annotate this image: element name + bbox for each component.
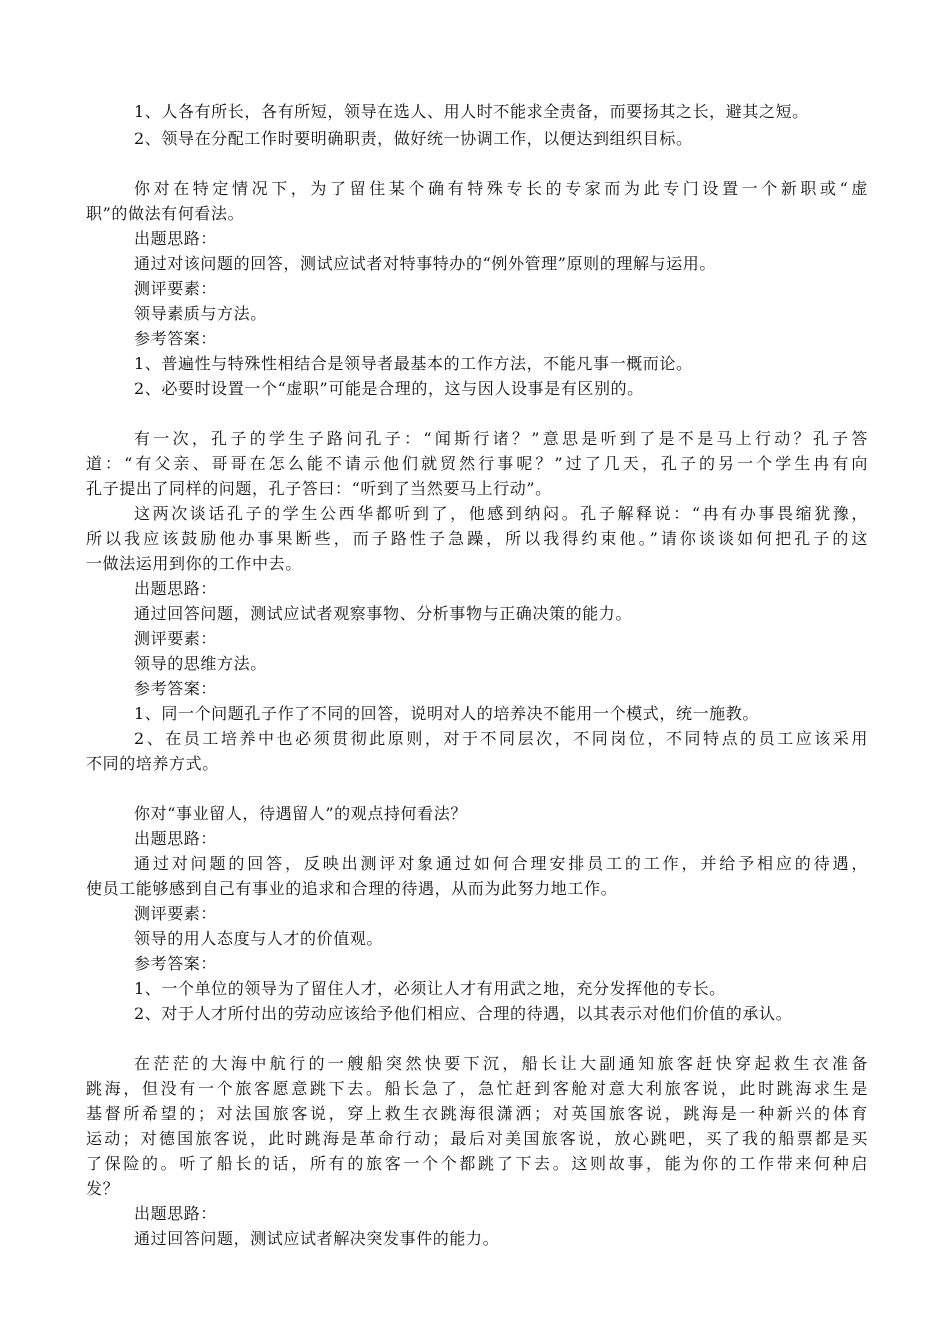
answer-item-2: 2、领导在分配工作时要明确职责，做好统一协调工作，以便达到组织目标。 [134,129,693,148]
question-line: 这两次谈话孔子的学生公西华都听到了，他感到纳闷。孔子解释说：“冉有办事畏缩犹豫， [134,504,868,523]
criteria-text: 领导素质与方法。 [134,304,267,323]
question-line: 你对在特定情况下，为了留住某个确有特殊专长的专家而为此专门设置一个新职或“虚 [134,179,868,198]
answer-item-1: 1、同一个问题孔子作了不同的回答，说明对人的培养决不能用一个模式，统一施教。 [134,704,759,723]
approach-text: 使员工能够感到自己有事业的追求和合理的待遇，从而为此努力地工作。 [86,879,618,898]
answer-item-1: 1、人各有所长，各有所短，领导在选人、用人时不能求全责备，而要扬其之长，避其之短。 [134,102,809,121]
question-line: 基督所希望的；对法国旅客说，穿上救生衣跳海很潇洒；对英国旅客说，跳海是一种新兴的体育 [86,1104,868,1123]
approach-text: 通过对问题的回答，反映出测评对象通过如何合理安排员工的工作，并给予相应的待遇， [134,854,868,873]
answer-item-2: 2、在员工培养中也必须贯彻此原则，对于不同层次，不同岗位，不同特点的员工应该采用 [134,729,868,748]
question-line: 孔子提出了同样的问题，孔子答曰：“听到了当然要马上行动”。 [86,479,552,498]
question-line: 所以我应该鼓励他办事果断些，而子路性子急躁，所以我得约束他。”请你谈谈如何把孔子的这 [86,529,868,548]
answer-item-2: 2、必要时设置一个“虚职”可能是合理的，这与因人设事是有区别的。 [134,379,644,398]
approach-text: 通过回答问题，测试应试者观察事物、分析事物与正确决策的能力。 [134,604,633,623]
question-line: 一做法运用到你的工作中去。 [86,554,302,573]
criteria-text: 领导的思维方法。 [134,654,267,673]
section-label-approach: 出题思路： [134,579,218,598]
criteria-text: 领导的用人态度与人才的价值观。 [134,929,384,948]
answer-item-2: 2、对于人才所付出的劳动应该给予他们相应、合理的待遇，以其表示对他们价值的承认。 [134,1004,793,1023]
section-label-criteria: 测评要素： [134,904,218,923]
question-line: 跳海，但没有一个旅客愿意跳下去。船长急了，急忙赶到客舱对意大利旅客说，此时跳海求生是 [86,1079,868,1098]
approach-text: 通过回答问题，测试应试者解决突发事件的能力。 [134,1229,500,1248]
section-label-approach: 出题思路： [134,229,218,248]
section-label-criteria: 测评要素： [134,629,218,648]
section-label-answer: 参考答案： [134,329,218,348]
section-label-approach: 出题思路： [134,1204,218,1223]
answer-item-1: 1、普遍性与特殊性相结合是领导者最基本的工作方法，不能凡事一概而论。 [134,354,693,373]
question-line: 你对“事业留人，待遇留人”的观点持何看法？ [134,804,467,823]
question-line: 在茫茫的大海中航行的一艘船突然快要下沉，船长让大副通知旅客赶快穿起救生衣准备 [134,1054,868,1073]
answer-item-2: 不同的培养方式。 [86,754,219,773]
question-line: 发？ [86,1179,120,1198]
question-line: 职”的做法有何看法。 [86,204,245,223]
question-line: 了保险的。听了船长的话，所有的旅客一个个都跳了下去。这则故事，能为你的工作带来何种启 [86,1154,868,1173]
section-label-answer: 参考答案： [134,679,218,698]
section-label-approach: 出题思路： [134,829,218,848]
question-line: 道：“有父亲、哥哥在怎么能不请示他们就贸然行事呢？”过了几天，孔子的另一个学生冉有向 [86,454,868,473]
answer-item-1: 1、一个单位的领导为了留住人才，必须让人才有用武之地，充分发挥他的专长。 [134,979,726,998]
section-label-answer: 参考答案： [134,954,218,973]
question-line: 有一次，孔子的学生子路问孔子：“闻斯行诸？”意思是听到了是不是马上行动？孔子答 [134,429,868,448]
approach-text: 通过对该问题的回答，测试应试者对特事特办的“例外管理”原则的理解与运用。 [134,254,716,273]
section-label-criteria: 测评要素： [134,279,218,298]
question-line: 运动；对德国旅客说，此时跳海是革命行动；最后对美国旅客说，放心跳吧，买了我的船票都是买 [86,1129,868,1148]
